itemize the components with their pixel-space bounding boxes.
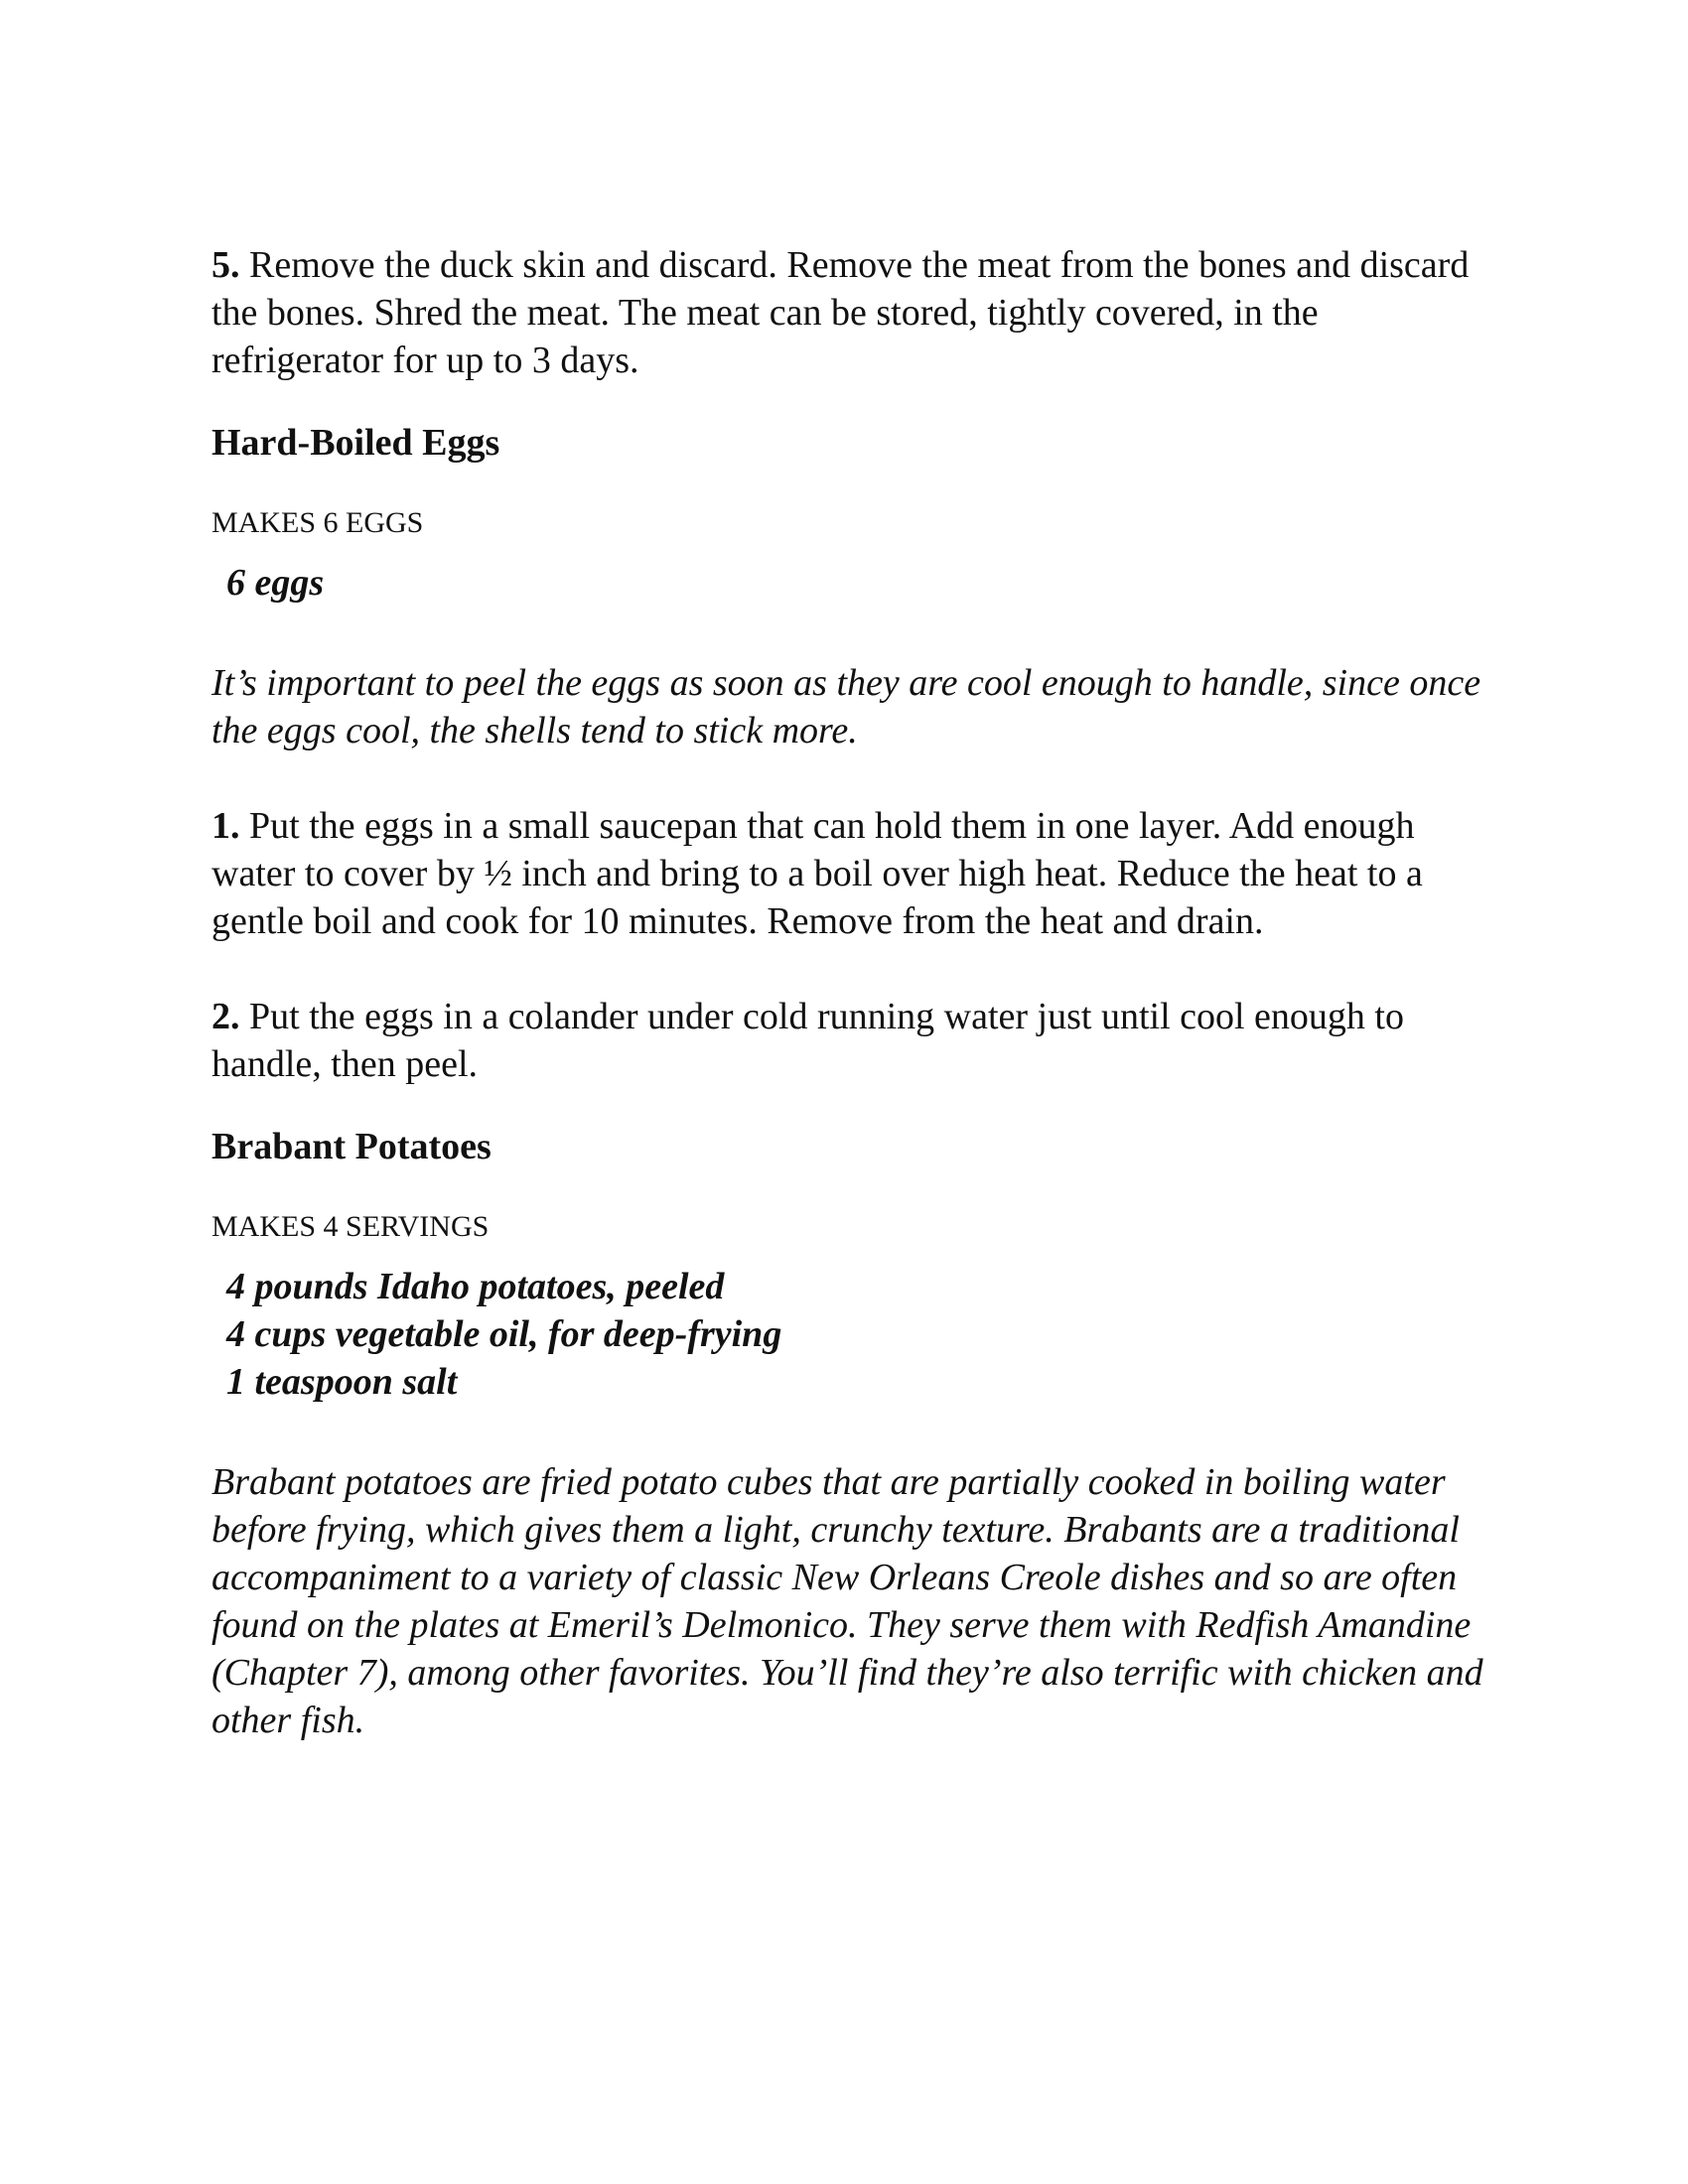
step-number: 2. — [211, 996, 240, 1037]
recipe-yield: MAKES 4 SERVINGS — [211, 1210, 490, 1243]
ingredient-item: 4 cups vegetable oil, for deep-frying — [226, 1313, 782, 1355]
step-paragraph — [211, 241, 1492, 384]
recipe-title: Brabant Potatoes — [211, 1126, 492, 1167]
ingredient-item: 6 eggs — [226, 562, 325, 604]
step-paragraph — [211, 802, 1492, 945]
ingredient-list — [211, 1263, 1492, 1406]
step-text: Remove the duck skin and discard. Remove the meat from the bones and discard the bones. Shred the meat. The meat can be stored, tightly covered, in the refrigerator for up to 3 days. — [211, 244, 1470, 381]
recipe-page — [211, 241, 1492, 1744]
ingredient-list — [211, 559, 1492, 607]
recipe-yield: MAKES 6 EGGS — [211, 506, 424, 539]
step-number: 1. — [211, 805, 240, 847]
recipe-note: Brabant potatoes are fried potato cubes that are partially cooked in boiling water before frying, which gives them a light, crunchy texture. Brabants are a traditional accompaniment to a variety of classic New Orleans Creole dishes and so are often found on the plates at Emeril’s Delmonico. They serve them with Redfish Amandine (Chapter 7), among other favorites. You’ll find they’re also terrific with chicken and other fish. — [211, 1461, 1483, 1741]
step-number: 5. — [211, 244, 240, 286]
ingredient-item: 1 teaspoon salt — [226, 1361, 458, 1403]
recipe-note: It’s important to peel the eggs as soon as they are cool enough to handle, since once the eggs cool, the shells tend to stick more. — [211, 662, 1481, 751]
step-text: Put the eggs in a colander under cold running water just until cool enough to handle, then peel. — [211, 996, 1404, 1085]
step-text: Put the eggs in a small saucepan that can hold them in one layer. Add enough water to cover by ½ inch and bring to a boil over high heat. Reduce the heat to a gentle boil and cook for 10 minutes. Remove from the heat and drain. — [211, 805, 1423, 942]
step-paragraph — [211, 993, 1492, 1088]
recipe-title: Hard-Boiled Eggs — [211, 422, 500, 464]
ingredient-item: 4 pounds Idaho potatoes, peeled — [226, 1266, 725, 1307]
